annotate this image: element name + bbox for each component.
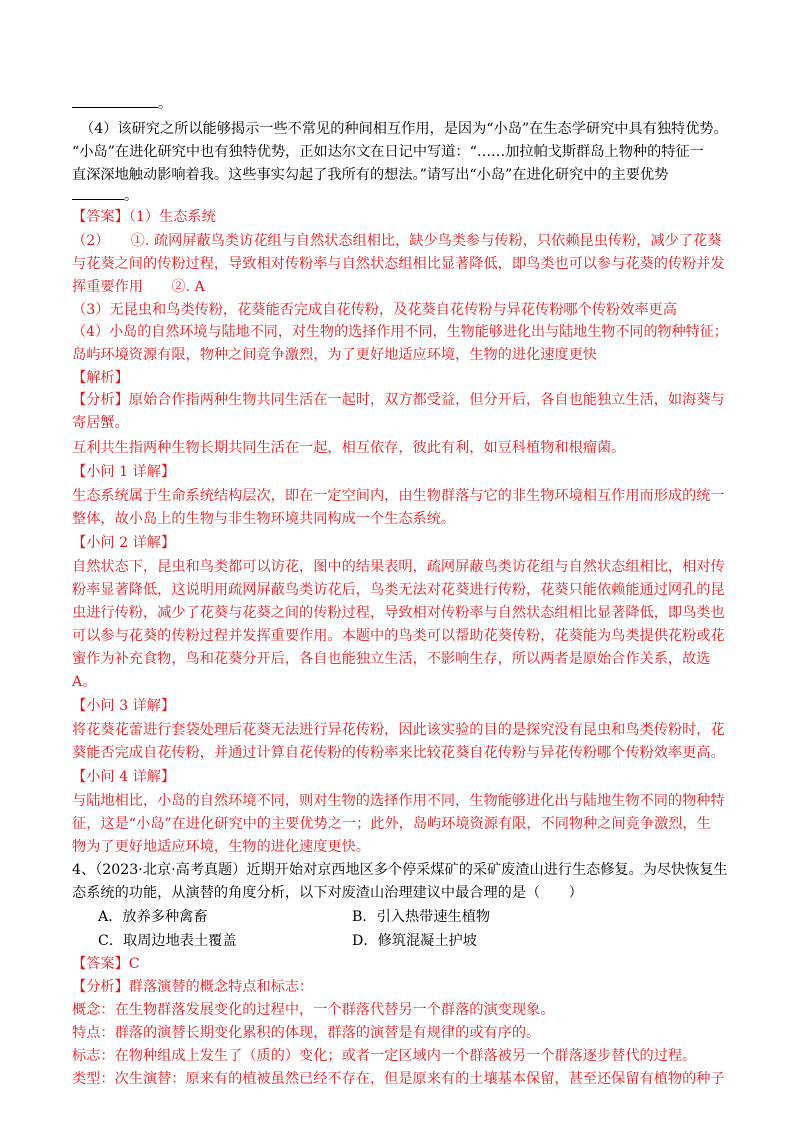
answer-4-line-2: 岛屿环境资源有限，物种之间竞争激烈，为了更好地适应环境，生物的进化速度更快 bbox=[72, 347, 597, 363]
sub-4-line-1: 与陆地相比，小岛的自然环境不同，则对生物的选择作用不同，生物能够进化出与陆地生物不同的物种特 bbox=[72, 793, 725, 809]
answer-label: 【答案】（1）生态系统 bbox=[72, 209, 216, 225]
sub-2-line-6: A。 bbox=[72, 674, 97, 690]
sub-2-line-3: 虫进行传粉，减少了花葵与花葵之间的传粉过程，导致相对传粉率与自然状态组相比显著降低，即鸟类也 bbox=[72, 605, 725, 621]
q4-answer-line: 。 bbox=[72, 186, 138, 206]
sub-4-line-3: 物为了更好地适应环境，生物的进化速度更快。 bbox=[72, 839, 370, 855]
fenxi-line-1: 【分析】原始合作指两种生物共同生活在一起时，双方都受益，但分开后，各自也能独立生活，如海葵与 bbox=[72, 392, 725, 408]
option-a: A．放养多种禽畜 bbox=[98, 909, 208, 925]
prev-answer-line: 。 bbox=[72, 94, 172, 114]
sub-question-4-title: 【小问 4 详解】 bbox=[72, 769, 176, 785]
answer-2-line-2: 与花葵之间的传粉过程，导致相对传粉率与自然状态组相比显著降低，即鸟类也可以参与花葵的传粉并发 bbox=[72, 256, 725, 272]
concept-line: 概念：在生物群落发展变化的过程中，一个群落代替另一个群落的演变现象。 bbox=[72, 1002, 555, 1018]
sign-line: 标志：在物种组成上发生了（质的）变化；或者一定区域内一个群落被另一个群落逐步替代的过程。 bbox=[72, 1048, 697, 1064]
sub-1-line-2: 整体，故小岛上的生物与非生物环境共同构成一个生态系统。 bbox=[72, 511, 456, 527]
feature-line: 特点：群落的演替长期变化累积的体现，群落的演替是有规律的或有序的。 bbox=[72, 1025, 541, 1041]
option-c: C．取周边地表土覆盖 bbox=[98, 933, 237, 949]
answer-blank bbox=[72, 199, 124, 200]
sub-question-1-title: 【小问 1 详解】 bbox=[72, 464, 176, 480]
fenxi-line-2: 寄居蟹。 bbox=[72, 415, 129, 431]
sub-question-2-title: 【小问 2 详解】 bbox=[72, 535, 176, 551]
q4-text-line-2: “小岛”在进化研究中也有独特优势，正如达尔文在日记中写道：“……加拉帕戈斯群岛上物种的特征一 bbox=[72, 144, 704, 160]
question-4-answer: 【答案】C bbox=[72, 956, 140, 972]
jiexi-label: 【解析】 bbox=[72, 370, 129, 386]
answer-2-line-3: 挥重要作用 ②. A bbox=[72, 279, 205, 295]
type-line: 类型：次生演替：原来有的植被虽然已经不存在，但是原来有的土壤基本保留，甚至还保留有植物的种子 bbox=[72, 1071, 725, 1087]
q4-text-line-1: （4）该研究之所以能够揭示一些不常见的种间相互作用，是因为“小岛”在生态学研究中具有独特优势。 bbox=[80, 121, 728, 137]
question-4-stem-line-1: 4、（2023·北京·高考真题）近期开始对京西地区多个停采煤矿的采矿废渣山进行生态修复。为尽快恢复生 bbox=[72, 862, 728, 878]
question-4-stem-line-2: 态系统的功能，从演替的角度分析，以下对废渣山治理建议中最合理的是（ ） bbox=[72, 885, 583, 901]
answer-3: （3）无昆虫和鸟类传粉，花葵能否完成自花传粉，及花葵自花传粉与异花传粉哪个传粉效率更高 bbox=[72, 302, 677, 318]
sub-2-line-1: 自然状态下，昆虫和鸟类都可以访花，图中的结果表明，疏网屏蔽鸟类访花组与自然状态组相比，相对传 bbox=[72, 559, 725, 575]
sub-3-line-1: 将花葵花蕾进行套袋处理后花葵无法进行异花传粉，因此该实验的目的是探究没有昆虫和鸟类传粉时，花 bbox=[72, 722, 725, 738]
sub-2-line-4: 可以参与花葵的传粉过程并发挥重要作用。本题中的鸟类可以帮助花葵传粉，花葵能为鸟类提供花粉或花 bbox=[72, 628, 725, 644]
sub-question-3-title: 【小问 3 详解】 bbox=[72, 698, 176, 714]
option-b: B．引入热带速生植物 bbox=[352, 909, 491, 925]
huli-line: 互利共生指两种生物长期共同生活在一起，相互依存，彼此有利，如豆科植物和根瘤菌。 bbox=[72, 440, 626, 456]
sub-1-line-1: 生态系统属于生命系统结构层次，即在一定空间内，由生物群落与它的非生物环境相互作用而形成的统一 bbox=[72, 488, 725, 504]
q4-text-line-3: 直深深地触动影响着我。这些事实勾起了我所有的想法。”请写出“小岛”在进化研究中的主要优势 bbox=[72, 167, 669, 183]
option-d: D．修筑混凝土护坡 bbox=[352, 933, 477, 949]
sub-2-line-2: 粉率显著降低，这说明用疏网屏蔽鸟类访花后，鸟类无法对花葵进行传粉，花葵只能依赖能通过网孔的昆 bbox=[72, 582, 725, 598]
sub-2-line-5: 蜜作为补充食物，鸟和花葵分开后，各自也能独立生活，不影响生存，所以两者是原始合作关系，故选 bbox=[72, 651, 711, 667]
answer-2-line-1: （2） ①. 疏网屏蔽鸟类访花组与自然状态组相比，缺少鸟类参与传粉，只依赖昆虫传粉，减少了花葵 bbox=[72, 233, 722, 249]
sub-3-line-2: 葵能否完成自花传粉，并通过计算自花传粉的传粉率来比较花葵自花传粉与异花传粉哪个传粉效率更高。 bbox=[72, 745, 725, 761]
sub-4-line-2: 征，这是“小岛”在进化研究中的主要优势之一；此外，岛屿环境资源有限，不同物种之间竞争激烈，生 bbox=[72, 816, 711, 832]
question-4-fenxi-title: 【分析】群落演替的概念特点和标志： bbox=[72, 979, 314, 995]
answer-4-line-1: （4）小岛的自然环境与陆地不同，对生物的选择作用不同，生物能够进化出与陆地生物不同的物种特征； bbox=[72, 324, 728, 340]
answer-blank bbox=[72, 107, 158, 108]
